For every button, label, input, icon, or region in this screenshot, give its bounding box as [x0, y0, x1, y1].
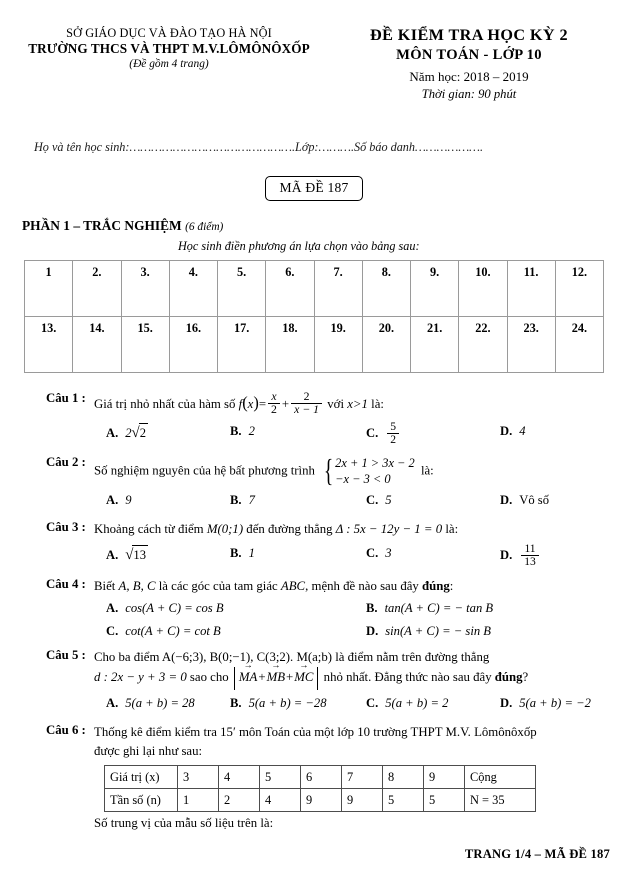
fraction-numerator: 5: [390, 419, 397, 433]
option-d[interactable]: [500, 491, 549, 510]
option-c-value: 3: [385, 545, 392, 560]
system-of-inequalities: [321, 452, 415, 488]
question-6: [22, 723, 620, 834]
question-3: [22, 520, 620, 573]
answer-cell[interactable]: 19.: [314, 316, 362, 372]
function-var: x: [247, 396, 254, 411]
option-a-radicand: 2: [139, 423, 148, 443]
frequency-cell: 9: [301, 789, 342, 812]
question-1: [22, 391, 620, 452]
option-d-label: D.: [500, 696, 513, 711]
exam-header: [324, 26, 614, 102]
option-d[interactable]: [366, 622, 491, 641]
frequency-cell: 5: [383, 789, 424, 812]
point-m: M(0;1): [206, 522, 244, 537]
equals-sign: =: [258, 396, 267, 411]
option-a-label: A.: [106, 547, 119, 562]
stem-text: là:: [445, 522, 459, 537]
page-footer: TRANG 1/4 – MÃ ĐỀ 187: [464, 847, 610, 861]
answer-cell[interactable]: 13.: [25, 316, 73, 372]
option-c[interactable]: [366, 491, 392, 510]
vector-mc: MC →: [293, 668, 314, 687]
option-c-label: C.: [366, 696, 379, 711]
option-a-coef: 2: [125, 425, 132, 440]
question-3-stem: [94, 520, 620, 539]
option-c-value: 5: [385, 493, 392, 508]
option-c[interactable]: [106, 622, 221, 641]
frequency-cell: 4: [260, 789, 301, 812]
option-d-label: D.: [500, 423, 513, 438]
question-5-label: Câu 5 :: [46, 647, 86, 662]
row-label-frequency: Tần số (n): [105, 789, 178, 812]
total-value: N = 35: [465, 789, 536, 812]
stem-text: là:: [420, 462, 434, 477]
option-b-value: 2: [248, 423, 255, 438]
question-4-body: [22, 577, 620, 645]
sqrt-icon: √: [131, 424, 140, 441]
table-row[interactable]: [25, 260, 604, 316]
option-d[interactable]: [500, 694, 591, 713]
option-d-value: 5(a + b) = −2: [519, 696, 591, 711]
option-b-value: 5(a + b) = −28: [248, 696, 327, 711]
paren-close: ): [253, 392, 259, 413]
paren-open: (: [242, 392, 248, 413]
system-line-2: −x − 3 < 0: [335, 471, 391, 486]
frequency-cell: 5: [424, 789, 465, 812]
table-row: [105, 766, 536, 789]
answer-cell[interactable]: 22.: [459, 316, 507, 372]
answer-cell[interactable]: 17.: [218, 316, 266, 372]
option-a-value: 5(a + b) = 28: [125, 696, 195, 711]
option-a[interactable]: [106, 491, 132, 510]
question-5: [22, 648, 620, 720]
student-info-line: Họ và tên học sinh:……………………………………….Lớp:……….Số báo danh……………….: [34, 139, 484, 154]
stem-text: đến đường thẳng: [246, 522, 333, 537]
page-count-note: (Đề gồm 4 trang): [129, 58, 209, 71]
function-name: f: [238, 396, 243, 411]
value-cell: 3: [178, 766, 219, 789]
stem-qmark: ?: [522, 669, 529, 684]
option-d-fraction: [521, 543, 539, 568]
stem-text: là:: [371, 396, 384, 411]
triangle-abc: ABC: [280, 578, 306, 593]
school-header: [14, 26, 324, 102]
fraction-2-over-x-minus-1: [291, 391, 322, 417]
option-d-label: D.: [366, 623, 379, 638]
answer-cell[interactable]: 20.: [362, 316, 410, 372]
vector-magnitude: [234, 667, 319, 690]
page-header: [0, 0, 628, 102]
system-rows: [334, 455, 415, 488]
stem-text: , mệnh đề nào sau đây: [305, 578, 419, 593]
exam-duration: Thời gian: 90 phút: [421, 86, 517, 101]
exam-code-row: [0, 176, 628, 201]
option-c[interactable]: [366, 419, 401, 447]
option-c-label: C.: [366, 493, 379, 508]
questions-list: [0, 391, 628, 834]
system-line-1: 2x + 1 > 3x − 2: [335, 455, 415, 470]
school-name: TRƯỜNG THCS VÀ THPT M.V.LÔMÔNÔXỐP: [28, 40, 310, 56]
option-d-label: D.: [500, 548, 513, 563]
stem-text: Số nghiệm nguyên của hệ bất phương trình: [94, 462, 315, 477]
option-a-radicand: 13: [132, 545, 148, 565]
question-5-options: [94, 694, 620, 720]
frequency-cell: 2: [219, 789, 260, 812]
row-label-value: Giá trị (x): [105, 766, 178, 789]
option-b[interactable]: [230, 544, 255, 563]
option-c-value: cot(A + C) = cot B: [125, 623, 221, 638]
question-4-options: [94, 599, 620, 645]
stem-colon: :: [449, 578, 454, 593]
stem-text: Giá trị nhỏ nhất của hàm số: [94, 396, 236, 411]
fraction-denominator: 2: [268, 403, 280, 416]
question-4: [22, 577, 620, 645]
option-a-value: 9: [125, 493, 132, 508]
question-4-label: Câu 4 :: [46, 576, 86, 591]
question-3-options: [94, 541, 620, 574]
answer-cell[interactable]: 21.: [411, 316, 459, 372]
question-6-body: [22, 723, 620, 834]
option-a-label: A.: [106, 600, 119, 615]
frequency-table: [104, 765, 536, 812]
option-c[interactable]: [366, 544, 392, 563]
fraction-numerator: 11: [524, 541, 536, 555]
answer-cell[interactable]: 3.: [121, 260, 169, 316]
option-d-value: 4: [519, 423, 526, 438]
value-cell: 7: [342, 766, 383, 789]
part1-title: [0, 218, 628, 234]
answer-cell[interactable]: 16.: [169, 316, 217, 372]
question-2-body: [22, 452, 620, 518]
table-row: [105, 789, 536, 812]
line-equation: Δ : 5x − 12y − 1 = 0: [335, 522, 443, 537]
value-cell: 4: [219, 766, 260, 789]
fraction-denominator: x − 1: [291, 403, 322, 416]
question-2: [22, 452, 620, 518]
option-d-value: Vô số: [519, 493, 549, 508]
vector-mb: MB →: [266, 668, 286, 687]
option-d-label: D.: [500, 493, 513, 508]
option-row-1: [94, 599, 620, 622]
question-5-stem-line2: [94, 667, 620, 690]
option-c-label: C.: [366, 426, 379, 441]
value-cell: 6: [301, 766, 342, 789]
option-b[interactable]: [366, 599, 493, 618]
answer-cell[interactable]: 1: [25, 260, 73, 316]
question-6-stem-line1: Thống kê điểm kiểm tra 15′ môn Toán của một lớp 10 trường THPT M.V. Lômônôxốp: [94, 725, 537, 740]
answer-cell[interactable]: 23.: [507, 316, 555, 372]
answer-cell[interactable]: 24.: [555, 316, 603, 372]
line-d-equation: d : 2x − y + 3 = 0: [94, 669, 187, 684]
brace-icon: {: [323, 452, 334, 488]
option-d[interactable]: [500, 422, 526, 441]
option-a-label: A.: [106, 696, 119, 711]
value-cell: 9: [424, 766, 465, 789]
stem-text: Biết: [94, 578, 116, 593]
plus-sign: +: [281, 396, 290, 411]
stem-emphasis: đúng: [494, 669, 523, 684]
answer-cell[interactable]: 2.: [73, 260, 121, 316]
option-b[interactable]: [230, 694, 327, 713]
answer-cell[interactable]: 8.: [362, 260, 410, 316]
fraction-denominator: 13: [521, 555, 539, 568]
option-b-label: B.: [230, 545, 242, 560]
part1-title-text: PHẦN 1 – TRẮC NGHIỆM: [22, 217, 182, 233]
option-b-value: 7: [248, 493, 255, 508]
question-5-body: [22, 648, 620, 720]
question-1-options: [94, 419, 620, 452]
stem-emphasis: đúng: [422, 578, 450, 593]
option-a[interactable]: [106, 544, 148, 566]
condition: x>1: [347, 396, 368, 411]
answer-cell[interactable]: 6.: [266, 260, 314, 316]
question-5-stem-line1: Cho ba điểm A(−6;3), B(0;−1), C(3;2). M(a;b) là điểm nằm trên đường thẳng: [94, 649, 490, 664]
question-6-stem-end: Số trung vị của mẫu số liệu trên là:: [94, 816, 274, 831]
stem-text: với: [327, 396, 345, 411]
option-b-value: tan(A + C) = − tan B: [384, 600, 494, 615]
question-1-label: Câu 1 :: [46, 390, 86, 405]
fraction-numerator: 2: [303, 389, 310, 403]
total-header: Cộng: [465, 766, 536, 789]
question-3-label: Câu 3 :: [46, 520, 86, 535]
answer-cell[interactable]: 7.: [314, 260, 362, 316]
answer-cell[interactable]: 14.: [73, 316, 121, 372]
option-b[interactable]: [230, 491, 255, 510]
option-b-label: B.: [230, 696, 242, 711]
part1-points: (6 điểm): [185, 220, 224, 233]
option-b-label: B.: [230, 423, 242, 438]
exam-subject: MÔN TOÁN - LỚP 10: [396, 47, 542, 64]
question-4-stem: [94, 577, 620, 596]
exam-code-badge: MÃ ĐỀ 187: [265, 176, 362, 201]
answer-cell[interactable]: 4.: [169, 260, 217, 316]
answer-cell[interactable]: 12.: [555, 260, 603, 316]
option-row-2: [94, 622, 620, 645]
fraction-numerator: x: [271, 389, 277, 403]
option-d-value: sin(A + C) = − sin B: [385, 623, 491, 638]
answer-cell[interactable]: 9.: [411, 260, 459, 316]
sqrt-icon: √: [125, 546, 134, 563]
answer-cell[interactable]: 5.: [218, 260, 266, 316]
value-cell: 8: [383, 766, 424, 789]
option-a[interactable]: [106, 694, 195, 713]
frequency-cell: 9: [342, 789, 383, 812]
vector-ma: MA →: [238, 668, 258, 687]
question-6-label: Câu 6 :: [46, 723, 86, 738]
plus-sign: +: [258, 669, 266, 684]
question-1-stem: [94, 391, 620, 418]
option-b-value: 1: [248, 545, 255, 560]
table-row[interactable]: [25, 316, 604, 372]
stem-text: nhỏ nhất. Đẳng thức nào sau đây: [323, 669, 492, 684]
question-6-stem-line2: được ghi lại như sau:: [94, 744, 203, 759]
option-c[interactable]: [366, 694, 448, 713]
option-a-label: A.: [106, 425, 119, 440]
department-name: SỞ GIÁO DỤC VÀ ĐÀO TẠO HÀ NỘI: [66, 26, 272, 40]
angles-abc: A, B, C: [118, 578, 156, 593]
option-a[interactable]: [106, 422, 148, 444]
exam-title: ĐỀ KIỂM TRA HỌC KỲ 2: [370, 26, 568, 44]
option-b-label: B.: [230, 493, 242, 508]
fraction-denominator: 2: [387, 433, 399, 446]
option-d[interactable]: [500, 541, 541, 569]
option-c-value: 5(a + b) = 2: [385, 696, 449, 711]
value-cell: 5: [260, 766, 301, 789]
frequency-cell: 1: [178, 789, 219, 812]
answer-cell[interactable]: 18.: [266, 316, 314, 372]
option-a-value: cos(A + C) = cos B: [125, 600, 224, 615]
question-2-options: [94, 491, 620, 517]
question-2-label: Câu 2 :: [46, 454, 86, 469]
question-3-body: [22, 520, 620, 573]
answer-cell[interactable]: 10.: [459, 260, 507, 316]
stem-text: là các góc của tam giác: [158, 578, 278, 593]
option-b[interactable]: [230, 422, 255, 441]
option-a[interactable]: [106, 599, 224, 618]
option-c-fraction: [387, 421, 399, 446]
answer-table-caption: Học sinh điền phương án lựa chọn vào bảng sau:: [178, 238, 420, 253]
fraction-x-over-2: [268, 391, 280, 417]
option-c-label: C.: [106, 623, 119, 638]
plus-sign: +: [286, 669, 294, 684]
stem-text: Khoảng cách từ điểm: [94, 522, 204, 537]
stem-text: sao cho: [189, 669, 229, 684]
option-c-label: C.: [366, 545, 379, 560]
answer-cell[interactable]: 11.: [507, 260, 555, 316]
option-b-label: B.: [366, 600, 378, 615]
question-1-body: [22, 391, 620, 452]
school-year: Năm học: 2018 – 2019: [409, 68, 529, 84]
question-2-stem: [94, 452, 620, 488]
answer-grid[interactable]: [24, 260, 604, 373]
option-a-label: A.: [106, 493, 119, 508]
answer-cell[interactable]: 15.: [121, 316, 169, 372]
